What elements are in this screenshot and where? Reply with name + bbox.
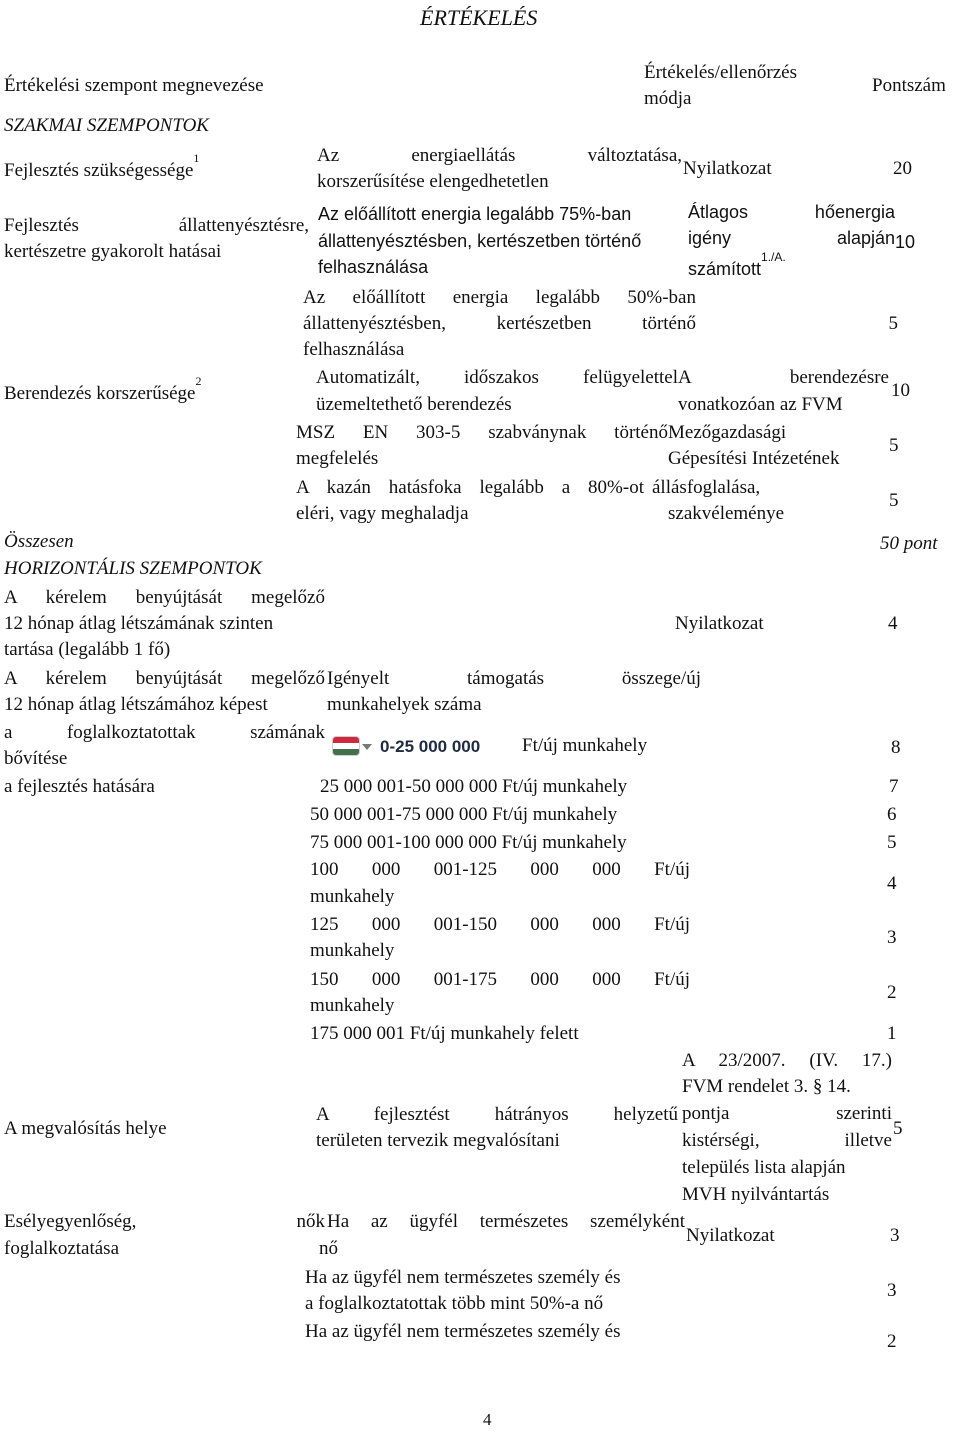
location-method-line6: MVH nyilvántartás bbox=[682, 1184, 830, 1205]
location-desc-line1: A fejlesztést hátrányos helyzetű bbox=[316, 1104, 678, 1125]
headcount-label-line1: A kérelem benyújtását megelőző bbox=[4, 587, 325, 608]
header-criterion: Értékelési szempont megnevezése bbox=[4, 75, 264, 96]
impact-method-line3: számított$^{1./A.}$ bbox=[688, 250, 786, 279]
equality-a-points: 3 bbox=[890, 1225, 900, 1246]
impact-label-line2: kertészetre gyakorolt hatásai bbox=[4, 241, 222, 262]
band-8-points: 1 bbox=[887, 1023, 897, 1044]
equipment-a-points: 10 bbox=[891, 380, 910, 401]
equipment-a-desc-line2: üzemeltethető berendezés bbox=[316, 394, 512, 415]
expansion-label-line1: A kérelem benyújtását megelőző bbox=[4, 668, 325, 689]
equality-a-desc-line2: nő bbox=[319, 1238, 338, 1259]
equipment-c-desc-line2: eléri, vagy meghaladja bbox=[296, 503, 469, 524]
impact-desc-line1: Az előállított energia legalább 75%-ban bbox=[318, 204, 632, 224]
hungary-flag-icon bbox=[333, 737, 359, 755]
impact-label-line1: Fejlesztés állattenyésztésre, bbox=[4, 215, 309, 236]
impact-desc-line3: felhasználása bbox=[318, 257, 429, 277]
band-4-points: 5 bbox=[887, 832, 897, 853]
band-2-text: 25 000 001-50 000 000 Ft/új munkahely bbox=[320, 776, 628, 797]
total-value: 50 pont bbox=[880, 533, 938, 554]
location-method-line1: A 23/2007. (IV. 17.) bbox=[682, 1050, 892, 1071]
expansion-desc-line1: Igényelt támogatás összege/új bbox=[327, 668, 701, 689]
equipment-b-desc-line1: MSZ EN 303-5 szabványnak történő bbox=[296, 422, 668, 443]
equipment-label: Berendezés korszerűsége$^2$ bbox=[4, 373, 202, 404]
expansion-label-line5: a fejlesztés hatására bbox=[4, 776, 155, 797]
need-desc-line1: Az energiaellátás változtatása, bbox=[317, 145, 682, 166]
location-method-line3: pontja szerinti bbox=[682, 1103, 892, 1124]
location-method-line4: kistérségi, illetve bbox=[682, 1130, 892, 1151]
expansion-label-line4: bővítése bbox=[4, 748, 68, 769]
equipment-method-line6: szakvéleménye bbox=[668, 503, 785, 524]
band-7-points: 2 bbox=[887, 982, 897, 1003]
impact-method-line1: Átlagos hőenergia bbox=[688, 202, 895, 222]
impact50-desc-line1: Az előállított energia legalább 50%-ban bbox=[303, 287, 696, 308]
equality-b-points: 3 bbox=[887, 1280, 897, 1301]
band-5-text-line1: 100 000 001-125 000 000 Ft/új bbox=[310, 859, 690, 880]
equality-a-desc-line1: Ha az ügyfél természetes személyként bbox=[327, 1211, 685, 1232]
impact50-desc-line3: felhasználása bbox=[303, 339, 405, 360]
expansion-label-line2: 12 hónap átlag létszámához képest bbox=[4, 694, 268, 715]
equipment-method-line3: Mezőgazdasági bbox=[668, 422, 787, 443]
equipment-method-line4: Gépesítési Intézetének bbox=[668, 448, 840, 469]
equality-c-points: 2 bbox=[887, 1331, 897, 1352]
band-6-text-line1: 125 000 001-150 000 000 Ft/új bbox=[310, 914, 690, 935]
headcount-label-line3: tartása (legalább 1 fő) bbox=[4, 639, 171, 660]
band-3-points: 6 bbox=[887, 804, 897, 825]
section-horizontal: HORIZONTÁLIS SZEMPONTOK bbox=[4, 558, 262, 579]
headcount-label-line2: 12 hónap átlag létszámának szinten bbox=[4, 613, 274, 634]
equipment-method-line5: állásfoglalása, bbox=[652, 477, 761, 498]
impact-method-line2: igény alapján bbox=[688, 228, 895, 248]
band-6-text-line2: munkahely bbox=[310, 940, 395, 961]
equality-b-desc-line1: Ha az ügyfél nem természetes személy és bbox=[305, 1267, 621, 1288]
band-5-points: 4 bbox=[887, 873, 897, 894]
equality-label-line1: Esélyegyenlőség, nők bbox=[4, 1211, 325, 1232]
impact50-desc-line2: állattenyésztésben, kertészetben történő bbox=[303, 313, 696, 334]
page-number: 4 bbox=[483, 1410, 492, 1429]
band-2-points: 7 bbox=[889, 776, 899, 797]
band-3-text: 50 000 001-75 000 000 Ft/új munkahely bbox=[310, 804, 618, 825]
band-8-text: 175 000 001 Ft/új munkahely felett bbox=[310, 1023, 579, 1044]
equality-c-desc-line1: Ha az ügyfél nem természetes személy és bbox=[305, 1321, 621, 1342]
chevron-down-icon[interactable] bbox=[362, 744, 372, 750]
need-label: Fejlesztés szükségessége$^1$ bbox=[4, 150, 200, 181]
band-5-text-line2: munkahely bbox=[310, 886, 395, 907]
equality-label-line2: foglalkoztatása bbox=[4, 1238, 120, 1259]
expansion-desc-line2: munkahelyek száma bbox=[327, 694, 482, 715]
band-7-text-line2: munkahely bbox=[310, 995, 395, 1016]
need-desc-line2: korszerűsítése elengedhetetlen bbox=[317, 171, 549, 192]
band-4-text: 75 000 001-100 000 000 Ft/új munkahely bbox=[310, 832, 627, 853]
section-professional: SZAKMAI SZEMPONTOK bbox=[4, 115, 209, 136]
page-title: ÉRTÉKELÉS bbox=[420, 5, 538, 30]
equipment-c-desc-line1: A kazán hatásfoka legalább a 80%-ot bbox=[296, 477, 644, 498]
need-points: 20 bbox=[893, 158, 912, 179]
location-points: 5 bbox=[893, 1118, 903, 1139]
equipment-a-desc-line1: Automatizált, időszakos felügyelettel bbox=[316, 367, 678, 388]
need-method: Nyilatkozat bbox=[683, 158, 772, 179]
equipment-b-points: 5 bbox=[889, 435, 899, 456]
impact-desc-line2: állattenyésztésben, kertészetben történő bbox=[318, 231, 642, 251]
location-desc-line2: területen tervezik megvalósítani bbox=[316, 1130, 560, 1151]
expansion-label-line3: a foglalkoztatottak számának bbox=[4, 722, 325, 743]
equality-method: Nyilatkozat bbox=[686, 1225, 775, 1246]
header-points: Pontszám bbox=[872, 75, 946, 96]
band-6-points: 3 bbox=[887, 927, 897, 948]
headcount-points: 4 bbox=[888, 613, 898, 634]
header-method-line1: Értékelés/ellenőrzés bbox=[644, 62, 797, 83]
equipment-method-line1: A berendezésre bbox=[678, 367, 889, 388]
headcount-method: Nyilatkozat bbox=[675, 613, 764, 634]
band-1-points: 8 bbox=[891, 737, 901, 758]
equality-b-desc-line2: a foglalkoztatottak több mint 50%-a nő bbox=[305, 1293, 604, 1314]
flag-green-stripe bbox=[333, 749, 359, 755]
equipment-c-points: 5 bbox=[889, 490, 899, 511]
header-method-line2: módja bbox=[644, 88, 692, 109]
location-label: A megvalósítás helye bbox=[4, 1118, 167, 1139]
band-1-text: Ft/új munkahely bbox=[522, 735, 648, 756]
impact-points: 10 bbox=[895, 232, 916, 252]
impact50-points: 5 bbox=[888, 313, 898, 334]
equipment-method-line2: vonatkozóan az FVM bbox=[678, 394, 843, 415]
equipment-b-desc-line2: megfelelés bbox=[296, 448, 379, 469]
currency-range-badge[interactable]: 0-25 000 000 bbox=[380, 737, 481, 756]
location-method-line5: település lista alapján bbox=[682, 1157, 846, 1178]
location-method-line2: FVM rendelet 3. § 14. bbox=[682, 1076, 851, 1097]
band-7-text-line1: 150 000 001-175 000 000 Ft/új bbox=[310, 969, 690, 990]
total-label: Összesen bbox=[4, 531, 74, 552]
